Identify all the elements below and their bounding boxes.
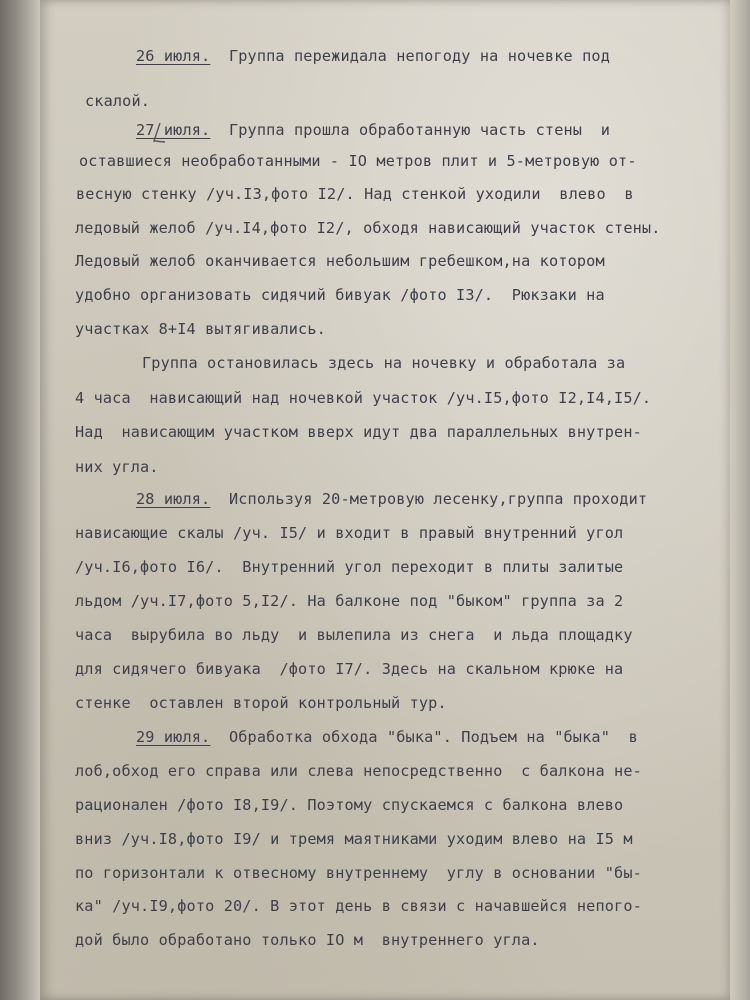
text-line: Над нависающим участком вверх идут два параллельных внутрен- [75, 423, 642, 441]
text-line: участках 8+I4 вытягивались. [75, 320, 326, 338]
text-line: 27 июля. Группа прошла обработанную часть стены и [136, 121, 610, 139]
text-line: ледовый желоб /уч.I4,фото I2/, обходя нависающий участок стены. [75, 219, 661, 237]
text-line: стенке оставлен второй контрольный тур. [75, 694, 447, 712]
text-line: 26 июля. Группа пережидала непогоду на ночевке под [136, 47, 610, 65]
entry-date: 28 июля. [136, 490, 211, 508]
text-line: дой было обработано только IO м внутреннего угла. [75, 931, 540, 949]
text-line: по горизонтали к отвесному внутреннему углу в основании "бы- [75, 864, 642, 882]
text-line: рационален /фото I8,I9/. Поэтому спускаемся с балкона влево [75, 796, 624, 814]
text-line: оставшиеся необработанными - IO метров плит и 5-метровую от- [79, 152, 637, 170]
entry-date: 27 июля. [136, 121, 211, 139]
entry-date: 29 июля. [136, 728, 211, 746]
text-line: нависающие скалы /уч. I5/ и входит в правый внутренний угол [75, 524, 624, 542]
text-line: Ледовый желоб оканчивается небольшим гребешком,на котором [75, 252, 605, 270]
text-line: лоб,обход его справа или слева непосредственно с балкона не- [75, 762, 642, 780]
text-line: скалой. [85, 92, 151, 110]
typewritten-page [40, 0, 730, 1000]
text-line: 29 июля. Обработка обхода "быка". Подъем на "быка" в [136, 728, 638, 746]
text-line: /уч.I6,фото I6/. Внутренний угол переходит в плиты залитые [75, 558, 624, 576]
entry-date: 26 июля. [136, 47, 211, 65]
text-line: ка" /уч.I9,фото 20/. В этот день в связи с начавшейся непого- [75, 897, 642, 915]
text-line: удобно организовать сидячий бивуак /фото I3/. Рюкзаки на [75, 286, 605, 304]
text-line: весную стенку /уч.I3,фото I2/. Над стенкой уходили влево в [76, 185, 634, 203]
text-line: них угла. [75, 458, 159, 476]
text-line: льдом /уч.I7,фото 5,I2/. На балконе под "быком" группа за 2 [75, 592, 624, 610]
binding-shadow [0, 0, 44, 1000]
text-line: вниз /уч.I8,фото I9/ и тремя маятниками уходим влево на I5 м [75, 830, 633, 848]
text-line: 28 июля. Используя 20-метровую лесенку,группа проходит [136, 490, 648, 508]
text-line: часа вырубила во льду и вылепила из снега и льда площадку [75, 626, 633, 644]
text-line: Группа остановилась здесь на ночевку и обработала за [142, 354, 626, 372]
text-line: 4 часа нависающий над ночевкой участок /уч.I5,фото I2,I4,I5/. [75, 389, 652, 407]
text-line: для сидячего бивуака /фото I7/. Здесь на скальном крюке на [75, 660, 624, 678]
